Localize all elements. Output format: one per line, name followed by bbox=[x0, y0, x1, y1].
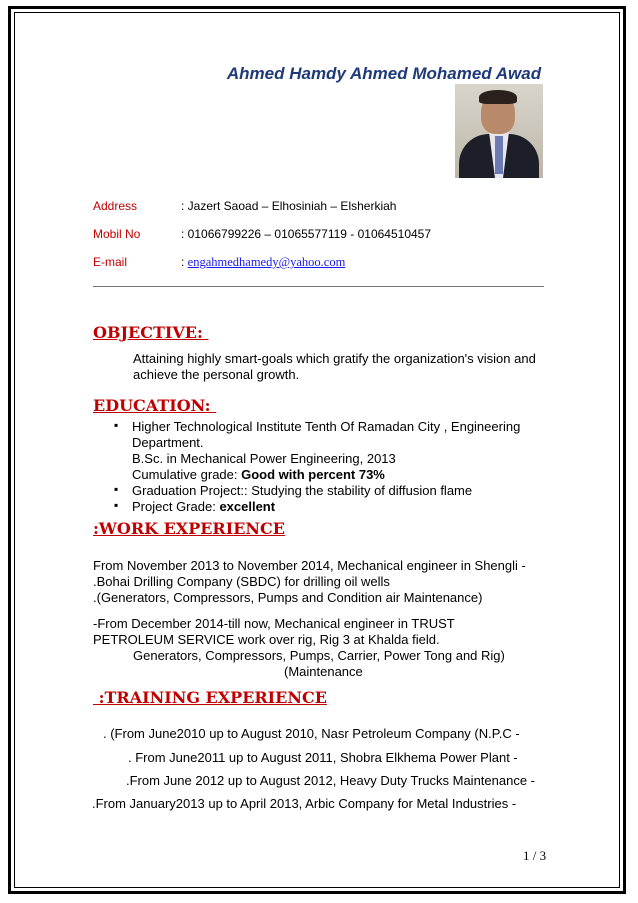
work-p1-line-2: .Bohai Drilling Company (SBDC) for drilling oil wells bbox=[93, 574, 390, 589]
training-line-3: .From June 2012 up to August 2012, Heavy Duty Trucks Maintenance - bbox=[126, 773, 535, 788]
work-p1-line-3: .(Generators, Compressors, Pumps and Condition air Maintenance) bbox=[93, 590, 483, 605]
email-colon: : bbox=[181, 255, 188, 269]
education-line-1: ▪ Higher Technological Institute Tenth Of Ramadan City , Engineering bbox=[132, 419, 521, 434]
work-p2-line-4: (Maintenance bbox=[284, 664, 363, 679]
grade-value: Good with percent 73% bbox=[241, 467, 385, 482]
email-label: E-mail bbox=[93, 255, 128, 269]
training-line-4: .From January2013 up to April 2013, Arbic Company for Metal Industries - bbox=[92, 796, 517, 811]
objective-line-1: Attaining highly smart-goals which gratify the organization's vision and bbox=[133, 351, 536, 366]
work-p2-line-2: PETROLEUM SERVICE work over rig, Rig 3 at Khalda field. bbox=[93, 632, 440, 647]
project-text: ▪ Graduation Project:: Studying the stability of diffusion flame bbox=[132, 483, 473, 498]
education-item-grade bbox=[118, 499, 275, 514]
email-value-wrap bbox=[181, 255, 345, 270]
mobil-value: : 01066799226 – 01065577119 - 01064510457 bbox=[181, 227, 432, 241]
education-line-4 bbox=[132, 467, 520, 483]
objective-heading: OBJECTIVE: bbox=[93, 323, 209, 342]
education-item-project bbox=[118, 483, 472, 498]
objective-text bbox=[133, 351, 536, 383]
work-p1-line-1: From November 2013 to November 2014, Mechanical engineer in Shengli - bbox=[93, 558, 526, 573]
training-heading: :TRAINING EXPERIENCE bbox=[93, 688, 327, 707]
profile-photo bbox=[455, 84, 543, 178]
project-grade-value: excellent bbox=[219, 499, 276, 514]
objective-line-2: achieve the personal growth. bbox=[133, 367, 300, 382]
header-divider bbox=[93, 286, 544, 287]
mobil-label: Mobil No bbox=[93, 227, 141, 241]
education-heading: EDUCATION: bbox=[93, 396, 217, 415]
training-line-2: . From June2011 up to August 2011, Shobra Elkhema Power Plant - bbox=[128, 750, 518, 765]
grade-label: Cumulative grade: bbox=[132, 467, 242, 482]
education-line-2: Department. bbox=[132, 435, 204, 450]
page-number: 1 / 3 bbox=[523, 848, 547, 863]
address-value: : Jazert Saoad – Elhosiniah – Elsherkiah bbox=[181, 199, 397, 213]
work-heading: :WORK EXPERIENCE bbox=[93, 519, 285, 538]
candidate-name: Ahmed Hamdy Ahmed Mohamed Awad bbox=[226, 64, 542, 83]
work-p2-line-3: Generators, Compressors, Pumps, Carrier, Power Tong and Rig) bbox=[133, 648, 505, 663]
training-line-1: . (From June2010 up to August 2010, Nasr Petroleum Company (N.P.C - bbox=[103, 726, 520, 741]
address-label: Address bbox=[93, 199, 138, 213]
education-item-institute bbox=[118, 419, 520, 483]
email-link[interactable]: engahmedhamedy@yahoo.com bbox=[187, 255, 346, 269]
project-grade-label: Project Grade: bbox=[132, 499, 220, 514]
work-p2-line-1: -From December 2014-till now, Mechanical engineer in TRUST bbox=[93, 616, 455, 631]
education-line-3: B.Sc. in Mechanical Power Engineering, 2013 bbox=[132, 451, 396, 466]
